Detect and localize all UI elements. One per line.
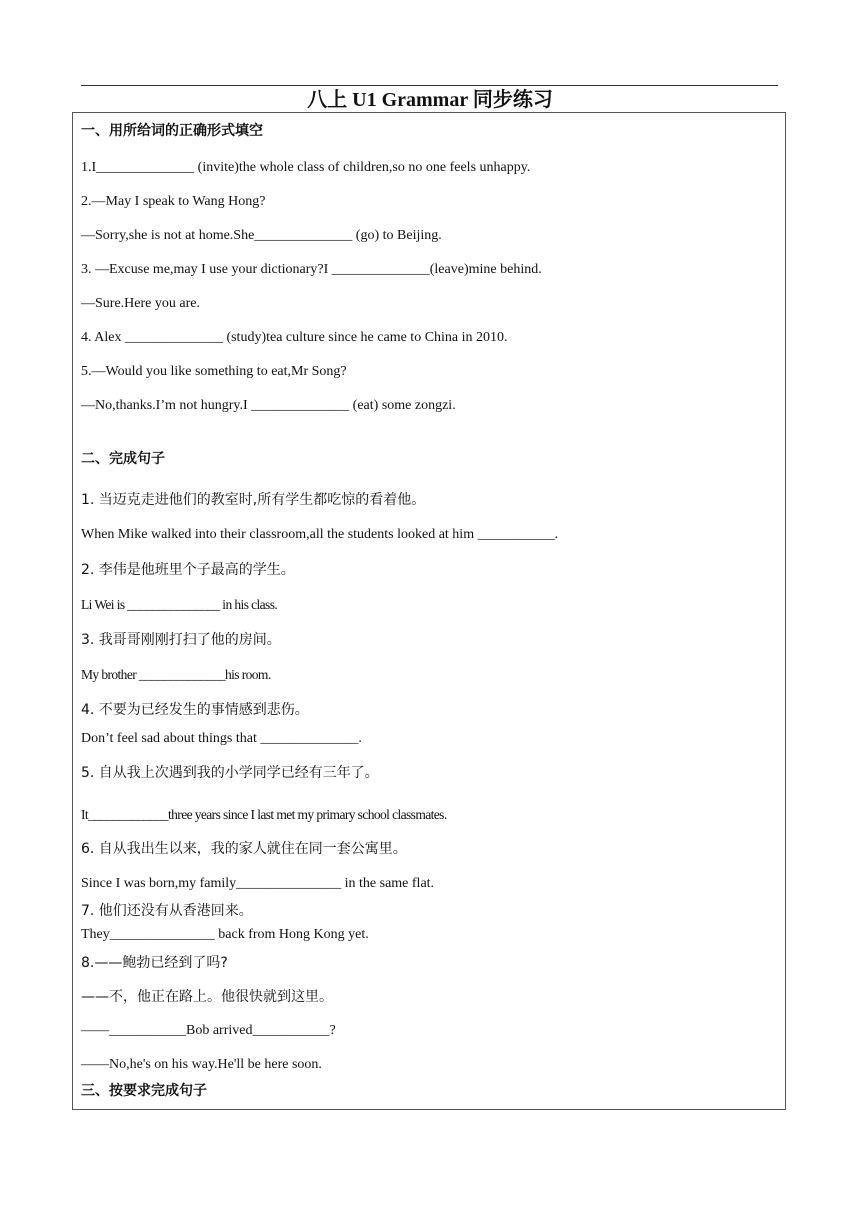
english-sentence: My brother ______________his room. — [81, 667, 271, 682]
chinese-prompt: 7. 他们还没有从香港回来。 — [81, 903, 253, 919]
exercise-line: —Sure.Here you are. — [81, 296, 200, 311]
exercise-line: 5.—Would you like something to eat,Mr Song? — [81, 364, 347, 379]
chinese-prompt: 5. 自从我上次遇到我的小学同学已经有三年了。 — [81, 765, 379, 781]
exercise-line: 3. —Excuse me,may I use your dictionary?I ______________(leave)mine behind. — [81, 262, 542, 277]
chinese-prompt: 4. 不要为已经发生的事情感到悲伤。 — [81, 702, 309, 718]
page-title: 八上 U1 Grammar 同步练习 — [307, 89, 553, 111]
chinese-prompt: 8.——鲍勃已经到了吗? — [81, 955, 228, 971]
exercise-line: 4. Alex ______________ (study)tea culture since he came to China in 2010. — [81, 330, 508, 345]
english-sentence: Don’t feel sad about things that ______________. — [81, 731, 362, 746]
chinese-prompt: 1. 当迈克走进他们的教室时,所有学生都吃惊的看着他。 — [81, 492, 426, 508]
english-sentence: When Mike walked into their classroom,all the students looked at him ___________. — [81, 527, 559, 542]
chinese-prompt: ——不，他正在路上。他很快就到这里。 — [81, 989, 333, 1005]
english-sentence: It_____________three years since I last met my primary school classmates. — [81, 807, 447, 822]
exercise-line: —Sorry,she is not at home.She______________ (go) to Beijing. — [81, 228, 442, 243]
english-sentence: ——No,he's on his way.He'll be here soon. — [81, 1057, 322, 1072]
exercise-line: 2.—May I speak to Wang Hong? — [81, 194, 266, 209]
section-heading: 三、按要求完成句子 — [81, 1083, 207, 1099]
section-heading: 二、完成句子 — [81, 451, 165, 467]
header-rule — [81, 85, 778, 86]
english-sentence: ——___________Bob arrived___________? — [81, 1023, 336, 1038]
exercise-line: 1.I______________ (invite)the whole class of children,so no one feels unhappy. — [81, 160, 531, 175]
chinese-prompt: 6. 自从我出生以来，我的家人就住在同一套公寓里。 — [81, 841, 407, 857]
chinese-prompt: 3. 我哥哥刚刚打扫了他的房间。 — [81, 632, 281, 648]
english-sentence: Since I was born,my family_______________ in the same flat. — [81, 876, 435, 891]
english-sentence: They_______________ back from Hong Kong yet. — [81, 927, 369, 942]
english-sentence: Li Wei is _______________ in his class. — [81, 597, 278, 612]
chinese-prompt: 2. 李伟是他班里个子最高的学生。 — [81, 562, 295, 578]
section-heading: 一、用所给词的正确形式填空 — [81, 123, 263, 139]
exercise-line: —No,thanks.I’m not hungry.I ______________ (eat) some zongzi. — [81, 398, 456, 413]
